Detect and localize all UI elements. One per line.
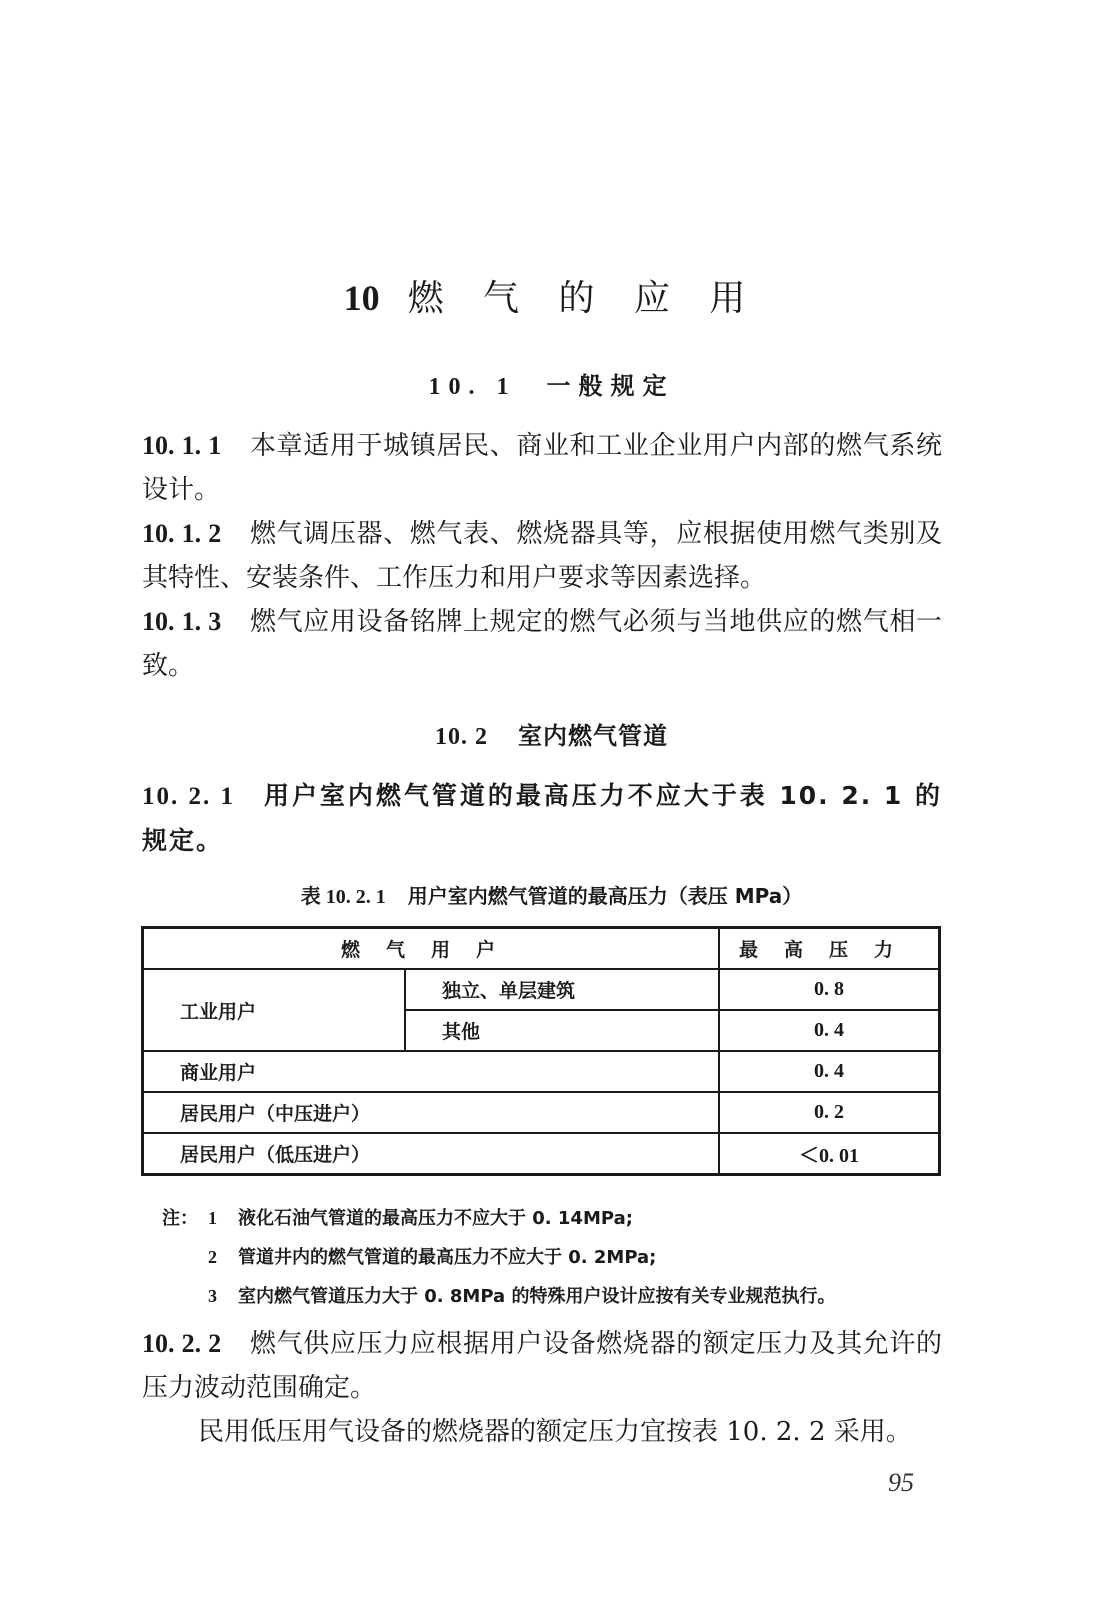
section-number: 10. 2 [435,724,488,750]
table-row [143,1133,940,1175]
table-note-2 [208,1243,656,1269]
table-note-1 [162,1204,633,1230]
section-title-text: 室内燃气管道 [518,722,668,750]
page-number: 95 [888,1468,914,1497]
clause-10-2-1 [142,774,942,863]
table-row [143,1051,940,1092]
clause-number: 10. 2. 1 [142,783,235,810]
cell-industrial: 工业用户 [143,969,406,1051]
table-header-row [143,928,940,970]
cell-industrial-sub1: 独立、单层建筑 [405,969,719,1010]
cell-resident-mid-val: 0. 2 [719,1092,939,1133]
cell-industrial-val1: 0. 8 [719,969,939,1010]
note-text: 管道井内的燃气管道的最高压力不应大于 0. 2MPa; [238,1247,657,1268]
clause-text: 燃气供应压力应根据用户设备燃烧器的额定压力及其允许的压力波动范围确定。 [142,1329,942,1403]
clause-number: 10. 2. 2 [142,1329,222,1358]
table-row [143,969,940,1010]
clause-10-1-3 [142,600,942,688]
table-note-3 [208,1282,835,1308]
clause-number: 10. 1. 3 [142,607,222,636]
cell-commercial-val: 0. 4 [719,1051,939,1092]
clause-10-2-2 [142,1322,942,1410]
pressure-table [141,926,941,1176]
clause-number: 10. 1. 2 [142,519,222,548]
header-pressure: 最高压力 [719,928,939,970]
clause-text: 燃气调压器、燃气表、燃烧器具等，应根据使用燃气类别及其特性、安装条件、工作压力和用户要求等因素选择。 [142,519,942,593]
table-caption [0,880,1103,909]
cell-resident-low-val: ＜0. 01 [719,1133,939,1175]
cell-resident-low: 居民用户（低压进户） [143,1133,720,1175]
note-number: 3 [208,1286,217,1306]
table-row [143,1092,940,1133]
header-user: 燃气用户 [143,928,720,970]
clause-text: 燃气应用设备铭牌上规定的燃气必须与当地供应的燃气相一致。 [142,607,942,681]
clause-10-1-2 [142,512,942,600]
cell-commercial: 商业用户 [143,1051,720,1092]
note-prefix: 注： [162,1208,198,1229]
chapter-title [0,270,1103,321]
section-title-10-2 [0,716,1103,751]
table-caption-number: 表 10. 2. 1 [300,886,386,908]
chapter-number: 10 [343,278,380,318]
section-number: 10. 1 [428,374,517,400]
note-text: 室内燃气管道压力大于 0. 8MPa 的特殊用户设计应按有关专业规范执行。 [238,1286,836,1307]
clause-number: 10. 1. 1 [142,431,222,460]
cell-resident-mid: 居民用户（中压进户） [143,1092,720,1133]
clause-text: 本章适用于城镇居民、商业和工业企业用户内部的燃气系统设计。 [142,431,942,505]
clause-10-1-1 [142,424,942,512]
note-number: 2 [208,1247,217,1267]
note-text: 液化石油气管道的最高压力不应大于 0. 14MPa; [238,1208,633,1229]
note-number: 1 [208,1208,217,1228]
table-caption-text: 用户室内燃气管道的最高压力（表压 MPa） [407,884,803,908]
clause-text: 用户室内燃气管道的最高压力不应大于表 10. 2. 1 的规定。 [142,781,942,855]
section-title-text: 一般规定 [546,372,675,400]
paragraph-10-2-2-b: 民用低压用气设备的燃烧器的额定压力宜按表 10. 2. 2 采用。 [198,1417,912,1447]
chapter-title-text: 燃 气 的 应 用 [407,278,760,319]
cell-industrial-sub2: 其他 [405,1010,719,1051]
cell-industrial-val2: 0. 4 [719,1010,939,1051]
section-title-10-1 [0,366,1103,401]
